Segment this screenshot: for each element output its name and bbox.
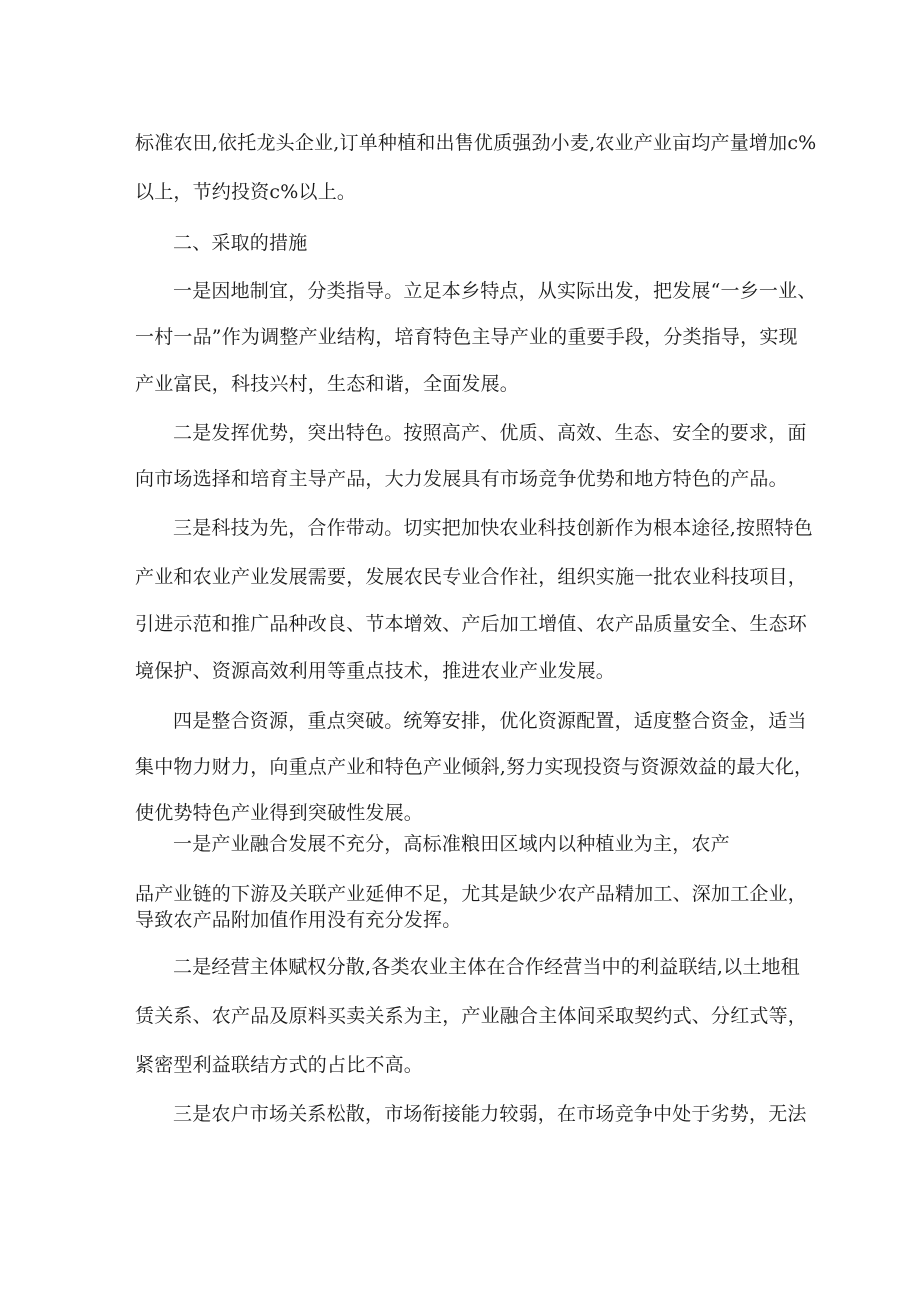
text-line: 品产业链的下游及关联产业延伸不足，尤其是缺少农产品精加工、深加工企业， <box>135 883 808 905</box>
section-heading: 二、采取的措施 <box>173 232 308 254</box>
text-line: 境保护、资源高效利用等重点技术，推进农业产业发展。 <box>135 660 616 682</box>
text-line: 以上，节约投资c%以上。 <box>135 181 357 203</box>
text-line: 一村一品”作为调整产业结构，培育特色主导产业的重要手段，分类指导，实现 <box>135 326 798 348</box>
text-line: 三是农户市场关系松散，市场衔接能力较弱，在市场竞争中处于劣势，无法 <box>173 1103 807 1125</box>
text-line: 引进示范和推广品种改良、节本增效、产后加工增值、农产品质量安全、生态环 <box>135 613 808 635</box>
text-line: 产业和农业产业发展需要，发展农民专业合作社，组织实施一批农业科技项目， <box>135 566 808 588</box>
text-line: 二是经营主体赋权分散,各类农业主体在合作经营当中的利益联结,以土地租 <box>173 956 800 978</box>
text-line: 使优势特色产业得到突破性发展。 <box>135 802 424 824</box>
text-line: 三是科技为先，合作带动。切实把加快农业科技创新作为根本途径,按照特色 <box>173 517 813 539</box>
text-line: 产业富民，科技兴村，生态和谐，全面发展。 <box>135 373 520 395</box>
text-line: 集中物力财力，向重点产业和特色产业倾斜,努力实现投资与资源效益的最大化， <box>135 756 814 778</box>
text-line: 二是发挥优势，突出特色。按照高产、优质、高效、生态、安全的要求，面 <box>173 422 807 444</box>
text-line: 紧密型利益联结方式的占比不高。 <box>135 1054 424 1076</box>
text-line: 一是因地制宜，分类指导。立足本乡特点，从实际出发，把发展“一乡一业、 <box>173 280 817 302</box>
text-line: 四是整合资源，重点突破。统筹安排，优化资源配置，适度整合资金，适当 <box>173 710 807 732</box>
text-line: 导致农产品附加值作用没有充分发挥。 <box>135 909 462 931</box>
text-line: 标准农田,依托龙头企业,订单种植和出售优质强劲小麦,农业产业亩均产量增加c% <box>135 132 817 154</box>
text-line: 向市场选择和培育主导产品，大力发展具有市场竞争优势和地方特色的产品。 <box>135 468 788 490</box>
text-line: 一是产业融合发展不充分，高标准粮田区域内以种植业为主，农产 <box>173 833 730 855</box>
text-line: 赁关系、农产品及原料买卖关系为主，产业融合主体间采取契约式、分红式等， <box>135 1005 808 1027</box>
